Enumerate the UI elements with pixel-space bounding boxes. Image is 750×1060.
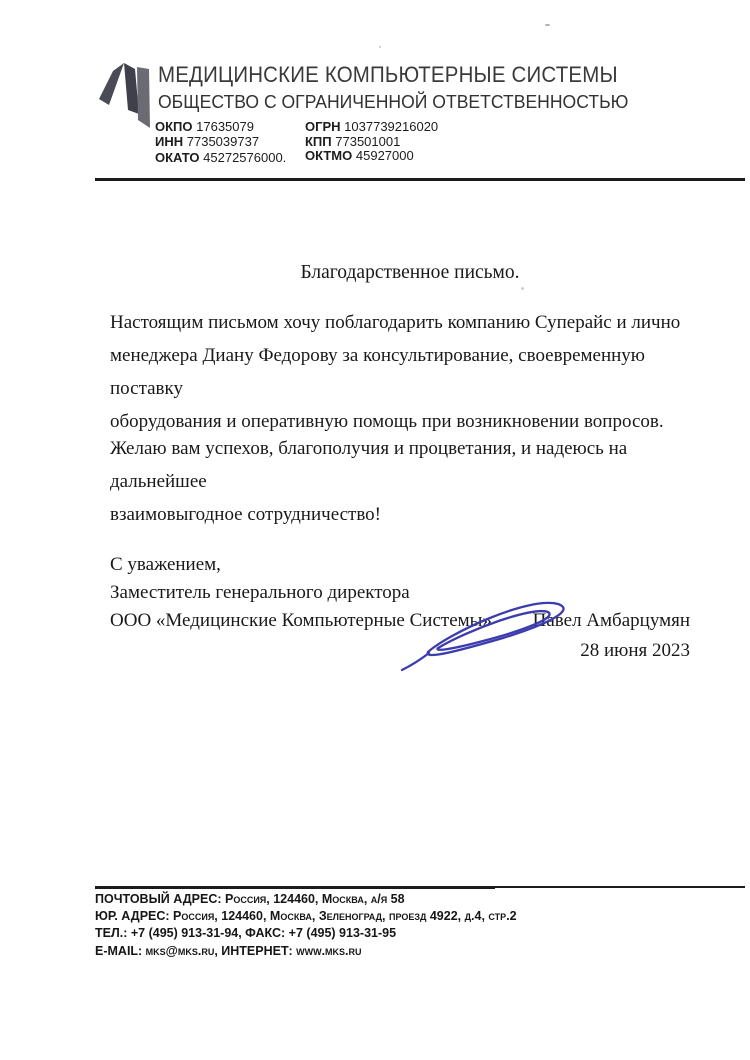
company-legal-form: ОБЩЕСТВО С ОГРАНИЧЕННОЙ ОТВЕТСТВЕННОСТЬЮ	[158, 91, 629, 112]
code-okato: ОКАТО 45272576000.	[155, 150, 287, 165]
closing-phrase: С уважением,	[110, 554, 221, 575]
letter-paragraph-2	[110, 432, 710, 531]
scan-speck	[379, 46, 381, 48]
code-inn: ИНН 7735039737	[155, 133, 260, 149]
code-okpo: ОКПО 17635079	[155, 119, 254, 134]
letterhead	[158, 62, 653, 113]
signer-company: ООО «Медицинские Компьютерные Системы»	[110, 610, 492, 632]
footer-legal-address: ЮР. АДРЕС: Россия, 124460, Москва, Зеленоград, проезд 4922, д.4, стр.2	[95, 909, 517, 924]
paragraph-line: оборудования и оперативную помощь при возникновении вопросов.	[110, 411, 664, 432]
company-logo-icon	[94, 58, 162, 134]
letterhead-divider	[95, 178, 745, 181]
footer-email-web: E-MAIL: mks@mks.ru, ИНТЕРНЕТ: www.mks.ru	[95, 943, 362, 958]
footer-divider	[95, 886, 495, 889]
code-oktmo: ОКТМО 45927000	[305, 148, 414, 163]
footer-contacts	[95, 891, 715, 960]
footer-postal-address: ПОЧТОВЫЙ АДРЕС: Россия, 124460, Москва, а/я 58	[95, 892, 405, 906]
code-ogrn: ОГРН 1037739216020	[305, 119, 439, 134]
signer-position: Заместитель генерального директора	[110, 582, 410, 604]
codes-column-right	[305, 120, 438, 164]
company-name: МЕДИЦИНСКИЕ КОМПЬЮТЕРНЫЕ СИСТЕМЫ	[158, 62, 618, 87]
scan-speck	[545, 24, 550, 26]
code-kpp: КПП 773501001	[305, 133, 401, 149]
paragraph-line: взаимовыгодное сотрудничество!	[110, 504, 382, 525]
scan-speck	[521, 287, 524, 290]
letter-paragraph-1	[110, 306, 710, 438]
handwritten-signature	[398, 594, 583, 674]
paragraph-line: Желаю вам успехов, благополучия и процветания, и надеюсь на дальнейшее	[110, 438, 628, 492]
codes-column-left	[155, 120, 286, 166]
paragraph-line: Настоящим письмом хочу поблагодарить компанию Суперайс и лично	[110, 312, 681, 333]
letter-date: 28 июня 2023	[580, 640, 690, 661]
signer-name: Павел Амбарцумян	[532, 610, 690, 631]
letter-title: Благодарственное письмо.	[300, 262, 520, 283]
paragraph-line: менеджера Диану Федорову за консультирование, своевременную поставку	[110, 345, 645, 399]
footer-phone-fax: ТЕЛ.: +7 (495) 913-31-94, ФАКС: +7 (495) 913-31-95	[95, 926, 397, 941]
footer-divider-thin	[495, 886, 745, 888]
